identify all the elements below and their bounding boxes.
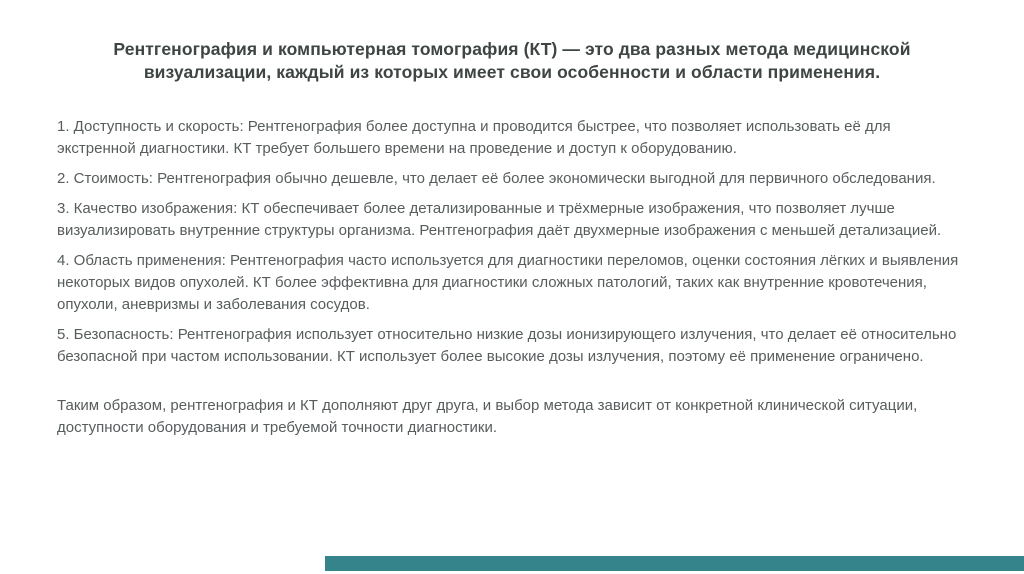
- slide-body: [57, 116, 969, 447]
- accent-bar: [325, 556, 1024, 571]
- body-paragraph-3: 3. Качество изображения: КТ обеспечивает более детализированные и трёхмерные изображения, что позволяет лучше визуализировать внутренние структуры организма. Рентгенография даёт двухмерные изображения с меньшей детализацией.: [57, 200, 942, 239]
- conclusion-paragraph: Таким образом, рентгенография и КТ дополняют друг друга, и выбор метода зависит от конкретной клинической ситуации, доступности оборудования и требуемой точности диагностики.: [57, 397, 918, 436]
- slide-title: Рентгенография и компьютерная томография (КТ) — это два разных метода медицинской визуализации, каждый из которых имеет свои особенности и области применения.: [113, 38, 911, 82]
- body-paragraph-2: 2. Стоимость: Рентгенография обычно дешевле, что делает её более экономически выгодной для первичного обследования.: [57, 170, 936, 187]
- body-paragraph-5: 5. Безопасность: Рентгенография использует относительно низкие дозы ионизирующего излучения, что делает её относительно безопасной при частом использовании. КТ использует более высокие дозы излучения, поэтому её применение ограничено.: [57, 326, 957, 365]
- body-paragraph-4: 4. Область применения: Рентгенография часто используется для диагностики переломов, оценки состояния лёгких и выявления некоторых видов опухолей. КТ более эффективна для диагностики сложных патологий, таких как внутренние кровотечения, опухоли, аневризмы и заболевания сосудов.: [57, 252, 959, 313]
- body-paragraph-1: 1. Доступность и скорость: Рентгенография более доступна и проводится быстрее, что позволяет использовать её для экстренной диагностики. КТ требует большего времени на проведение и доступ к оборудованию.: [57, 118, 891, 157]
